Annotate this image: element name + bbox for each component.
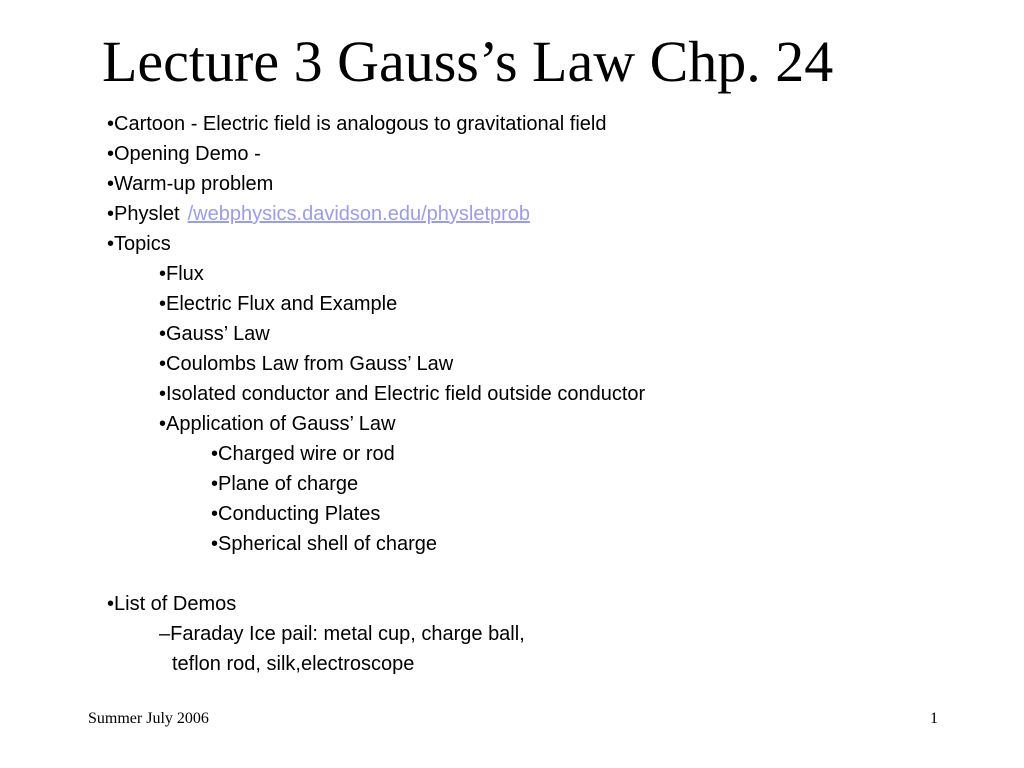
application-item-shell: •Spherical shell of charge (211, 533, 438, 555)
topic-item-flux: •Flux (159, 263, 204, 285)
application-item-plane: •Plane of charge (211, 473, 359, 495)
topic-item-isolated-conductor: •Isolated conductor and Electric field outside conductor (159, 383, 646, 405)
bullet-warmup: •Warm-up problem (107, 173, 274, 195)
slide-title: Lecture 3 Gauss’s Law Chp. 24 (102, 29, 834, 94)
application-item-plates: •Conducting Plates (211, 503, 381, 525)
bullet-opening-demo: •Opening Demo - (107, 143, 261, 165)
footer-date: Summer July 2006 (88, 710, 209, 727)
demo-item-line2: teflon rod, silk,electroscope (172, 653, 415, 675)
topic-item-application: •Application of Gauss’ Law (159, 413, 396, 435)
application-item-wire: •Charged wire or rod (211, 443, 395, 465)
topic-item-electric-flux: •Electric Flux and Example (159, 293, 398, 315)
physlet-link[interactable]: /webphysics.davidson.edu/physletprob (187, 203, 531, 225)
bullet-demos: •List of Demos (107, 593, 237, 615)
physlet-label: •Physlet (107, 203, 180, 225)
topic-item-gauss-law: •Gauss’ Law (159, 323, 270, 345)
demo-item-line1: –Faraday Ice pail: metal cup, charge ball, (159, 623, 525, 645)
topic-item-coulombs-law: •Coulombs Law from Gauss’ Law (159, 353, 454, 375)
bullet-cartoon: •Cartoon - Electric field is analogous to gravitational field (107, 113, 607, 135)
bullet-topics: •Topics (107, 233, 171, 255)
page-number: 1 (930, 710, 938, 727)
spacer (107, 559, 645, 589)
bullet-physlet (107, 199, 645, 229)
slide-content (107, 109, 645, 679)
